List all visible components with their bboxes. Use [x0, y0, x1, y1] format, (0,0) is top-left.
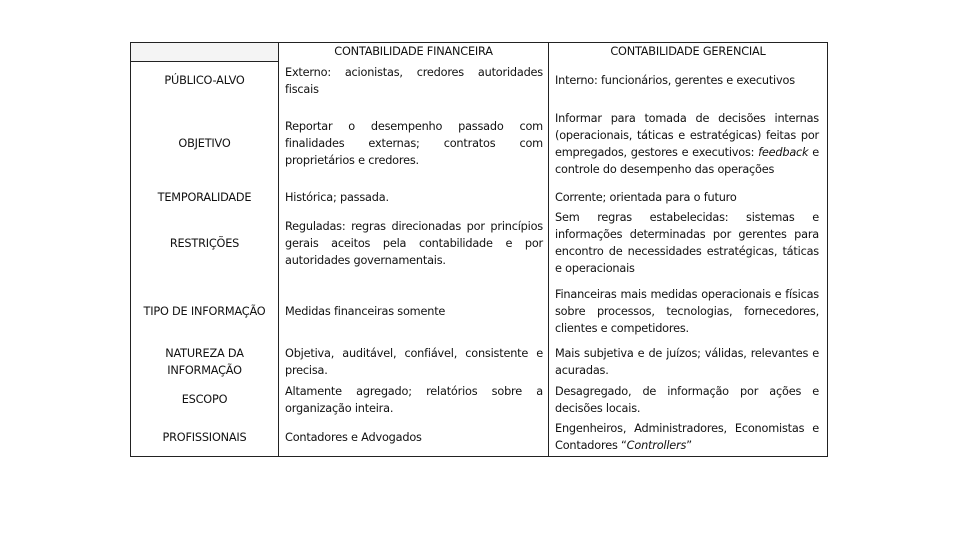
- row-label: ESCOPO: [131, 381, 279, 419]
- cell-financeira: Reportar o desempenho passado com finalidades externas; contratos com proprietários e credores.: [279, 100, 549, 188]
- cell-text: Informar para tomada de decisões internas (operacionais, táticas e estratégicas) feitas por empregados, gestores e executivos:: [555, 111, 819, 159]
- table-row: [131, 343, 828, 381]
- header-corner-cell: [131, 43, 279, 62]
- cell-financeira: Objetiva, auditável, confiável, consistente e precisa.: [279, 343, 549, 381]
- cell-financeira: Histórica; passada.: [279, 188, 549, 207]
- comparison-table: [130, 42, 828, 457]
- cell-financeira: Reguladas: regras direcionadas por princípios gerais aceitos pela contabilidade e por autoridades governamentais.: [279, 207, 549, 280]
- cell-gerencial: Interno: funcionários, gerentes e executivos: [549, 62, 828, 100]
- header-gerencial: CONTABILIDADE GERENCIAL: [549, 43, 828, 62]
- cell-gerencial: [549, 100, 828, 188]
- cell-text: ”: [686, 439, 692, 453]
- row-label: PROFISSIONAIS: [131, 419, 279, 457]
- table-row: [131, 100, 828, 188]
- row-label: PÚBLICO-ALVO: [131, 62, 279, 100]
- cell-financeira: Externo: acionistas, credores autoridades fiscais: [279, 62, 549, 100]
- header-financeira: CONTABILIDADE FINANCEIRA: [279, 43, 549, 62]
- cell-gerencial: Financeiras mais medidas operacionais e físicas sobre processos, tecnologias, fornecedores, clientes e competidores.: [549, 280, 828, 343]
- table-row: [131, 62, 828, 100]
- row-label: OBJETIVO: [131, 100, 279, 188]
- cell-gerencial: Corrente; orientada para o futuro: [549, 188, 828, 207]
- emphasis-text: Controllers: [626, 439, 687, 453]
- table-row: [131, 381, 828, 419]
- row-label: NATUREZA DA INFORMAÇÃO: [131, 343, 279, 381]
- cell-text: e controle do desempenho das operações: [555, 145, 819, 176]
- table-row: [131, 280, 828, 343]
- cell-financeira: Altamente agregado; relatórios sobre a organização inteira.: [279, 381, 549, 419]
- table-row: [131, 188, 828, 207]
- cell-gerencial: Desagregado, de informação por ações e decisões locais.: [549, 381, 828, 419]
- cell-gerencial: [549, 419, 828, 457]
- cell-gerencial: Mais subjetiva e de juízos; válidas, relevantes e acuradas.: [549, 343, 828, 381]
- cell-text: Engenheiros, Administradores, Economistas e Contadores “: [555, 422, 819, 453]
- table-row: [131, 419, 828, 457]
- emphasis-text: feedback: [758, 145, 809, 159]
- header-row: [131, 43, 828, 62]
- row-label: TIPO DE INFORMAÇÃO: [131, 280, 279, 343]
- row-label: TEMPORALIDADE: [131, 188, 279, 207]
- table-row: [131, 207, 828, 280]
- row-label: RESTRIÇÕES: [131, 207, 279, 280]
- cell-financeira: Contadores e Advogados: [279, 419, 549, 457]
- cell-gerencial: Sem regras estabelecidas: sistemas e informações determinadas por gerentes para encontro de necessidades estratégicas, táticas e operacionais: [549, 207, 828, 280]
- cell-financeira: Medidas financeiras somente: [279, 280, 549, 343]
